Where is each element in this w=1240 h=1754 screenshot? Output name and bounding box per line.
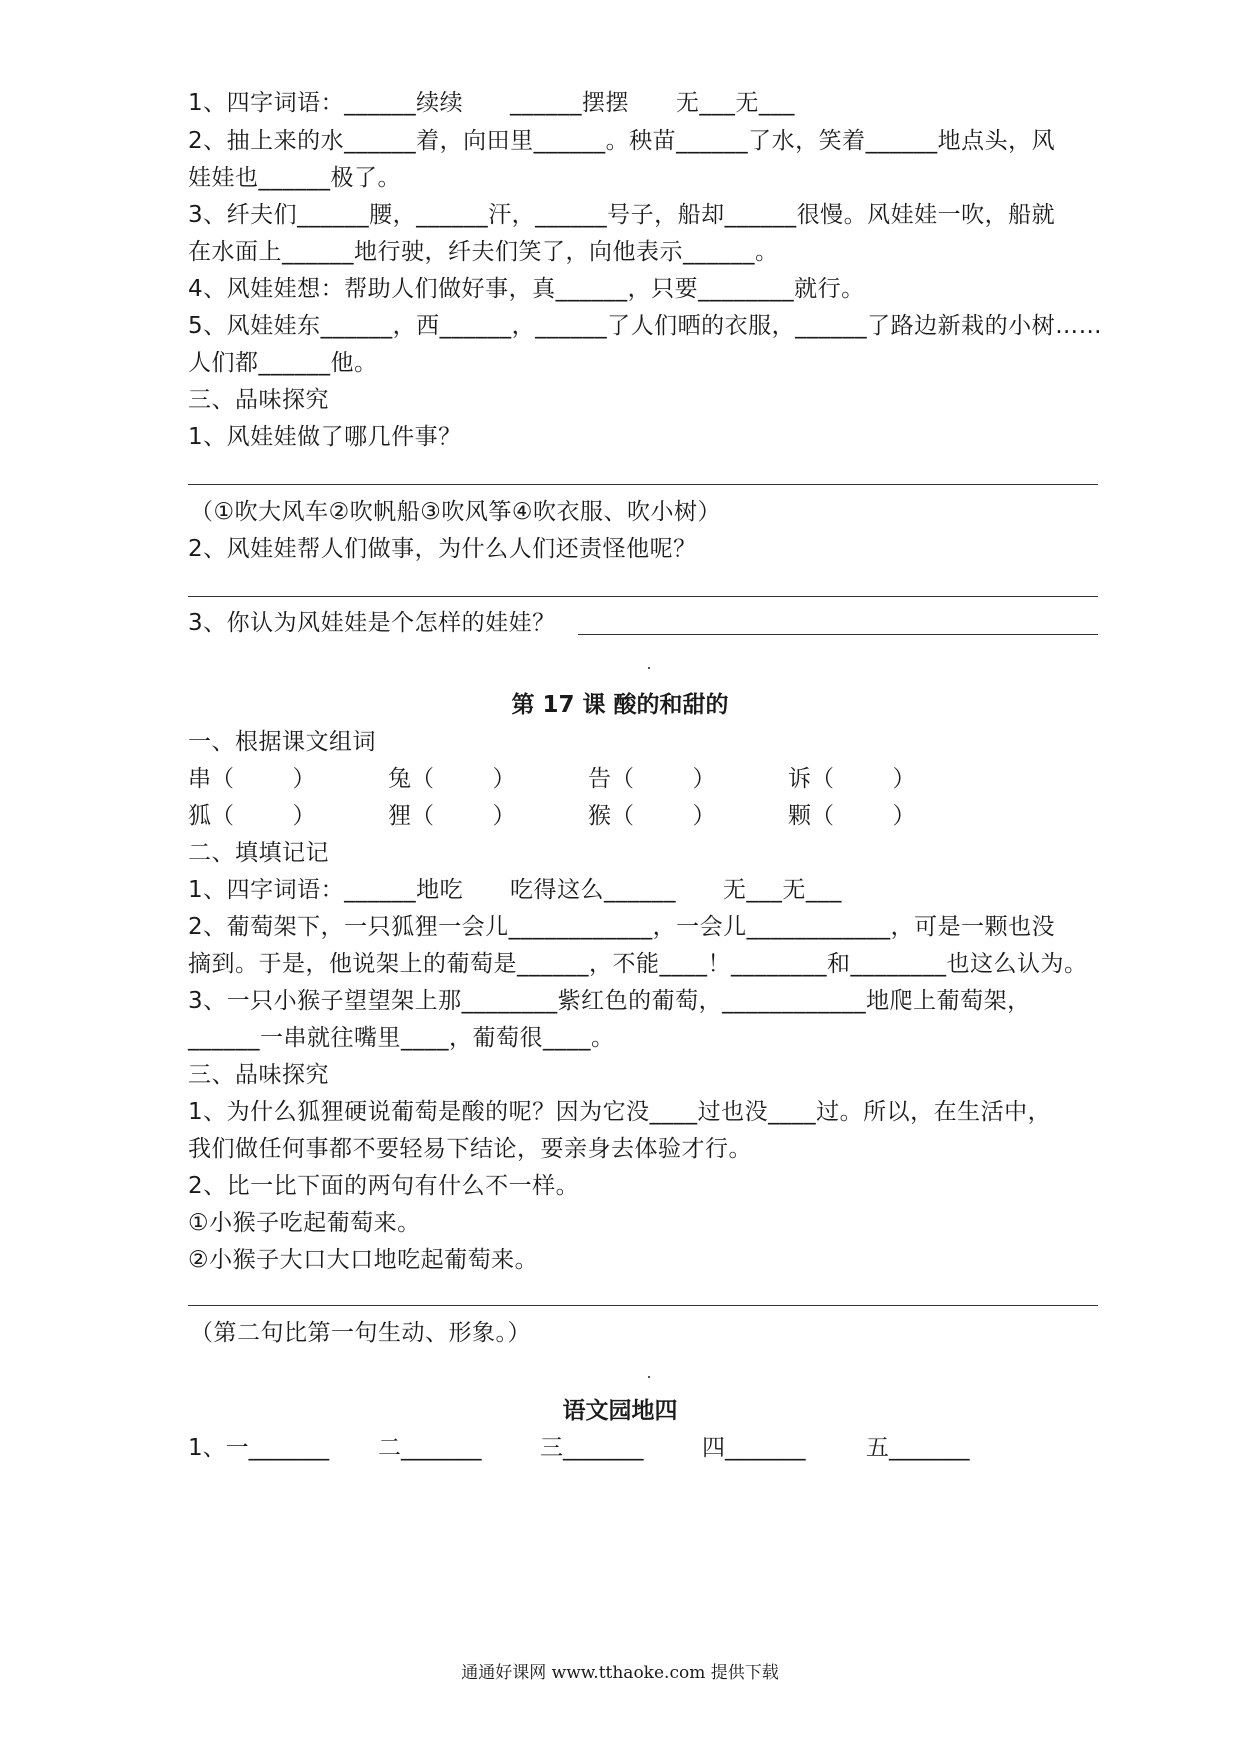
scan-dot [648,1376,650,1378]
text-line: ______一串就往嘴里____，葡萄很____。 [188,1025,615,1051]
answer-line [578,634,1098,635]
section-heading: 三、品味探究 [188,1062,329,1088]
question-1: 1、风娃娃做了哪几件事？ [188,424,462,450]
word-item: 串（ ） [188,766,316,792]
section-heading: 一、根据课文组词 [188,729,376,755]
text-line: ①小猴子吃起葡萄来。 [188,1210,421,1236]
text-line: ②小猴子大口大口地吃起葡萄来。 [188,1247,539,1273]
question-2: 2、风娃娃帮人们做事，为什么人们还责怪他呢？ [188,536,697,562]
text-line: 1、四字词语：______续续 ______摆摆 无___无___ [188,90,795,116]
answer-text: （①吹大风车②吹帆船③吹风筝④吹衣服、吹小树） [190,499,721,525]
section-heading: 二、填填记记 [188,840,329,866]
text-line: 1、为什么狐狸硬说葡萄是酸的呢？因为它没____过也没____过。所以，在生活中， [188,1099,1052,1125]
lesson-title: 第 17 课 酸的和甜的 [511,692,729,718]
text-line: 4、风娃娃想：帮助人们做好事，真______，只要________就行。 [188,276,865,302]
text-line: 1、四字词语：______地吃 吃得这么______ 无___无___ [188,877,842,903]
garden-item: 三_______ [540,1435,644,1461]
text-line: 人们都______他。 [188,350,378,376]
text-line: 我们做任何事都不要轻易下结论，要亲身去体验才行。 [188,1136,752,1162]
text-line: 3、一只小猴子望望架上那________紫红色的葡萄，____________地爬上葡萄架， [188,988,1031,1014]
garden-item: 1、一_______ [188,1435,330,1461]
answer-line [188,484,1098,485]
garden-item: 二_______ [378,1435,482,1461]
text-line: 在水面上______地行驶，纤夫们笑了，向他表示______。 [188,239,779,265]
answer-text: （第二句比第一句生动、形象。） [190,1320,531,1346]
word-item: 告（ ） [588,766,716,792]
footer-text: 通通好课网 www.tthaoke.com 提供下载 [461,1663,779,1683]
text-line: 5、风娃娃东______，西______，______了人们晒的衣服，______了路边新栽的小树…… [188,313,1103,339]
scan-dot [648,667,650,669]
word-item: 兔（ ） [388,766,516,792]
text-line: 摘到。于是，他说架上的葡萄是______，不能____！________和________也这么认为。 [188,951,1088,977]
garden-item: 五_______ [866,1435,970,1461]
text-line: 娃娃也______极了。 [188,165,401,191]
word-item: 狸（ ） [388,803,516,829]
text-line: 2、抽上来的水______着，向田里______。秧苗______了水，笑着______地点头，风 [188,128,1056,154]
text-line: 3、纤夫们______腰，______汗，______号子，船却______很慢。风娃娃一吹，船就 [188,202,1056,228]
answer-line [188,1305,1098,1306]
word-item: 颗（ ） [788,803,916,829]
section-heading: 三、品味探究 [188,387,329,413]
answer-line [188,596,1098,597]
question-3: 3、你认为风娃娃是个怎样的娃娃？ [188,610,556,636]
word-item: 诉（ ） [788,766,916,792]
word-item: 狐（ ） [188,803,316,829]
word-item: 猴（ ） [588,803,716,829]
text-line: 2、比一比下面的两句有什么不一样。 [188,1173,580,1199]
text-line: 2、葡萄架下，一只狐狸一会儿____________，一会儿____________，可是一颗也没 [188,914,1056,940]
garden-title: 语文园地四 [562,1398,678,1424]
garden-item: 四_______ [702,1435,806,1461]
